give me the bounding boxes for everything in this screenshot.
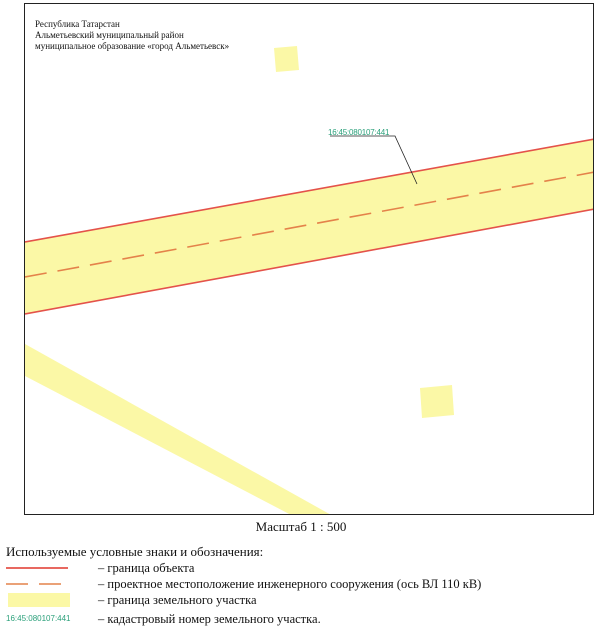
parcel-square-top[interactable] [274, 46, 299, 72]
yellow-fill-symbol [6, 592, 74, 608]
legend-item-parcel [6, 592, 596, 608]
region-line-1: Республика Татарстан [35, 19, 120, 29]
parcel-diagonal-strip[interactable] [25, 344, 333, 515]
legend-item-cadastral [6, 611, 596, 627]
legend-title: Используемые условные знаки и обозначения: [6, 544, 264, 559]
parcel-square-bottom[interactable] [420, 385, 454, 418]
legend-text-cadastral: – кадастровый номер земельного участка. [98, 612, 321, 626]
legend-cadastral-sample: 16:45:080107:441 [6, 614, 71, 623]
boundary-line-symbol [6, 560, 74, 576]
dashed-axis-symbol [6, 576, 74, 592]
cadastral-number-label[interactable]: 16:45:080107:441 [328, 128, 390, 137]
region-line-3: муниципальное образование «город Альметьевск» [35, 41, 230, 51]
legend-text-parcel: – граница земельного участка [98, 593, 257, 607]
map-canvas[interactable] [25, 4, 594, 515]
legend-item-boundary [6, 560, 596, 576]
legend-item-axis [6, 576, 596, 592]
scale-text: Масштаб 1 : 500 [255, 519, 347, 534]
region-header [35, 19, 229, 52]
map-frame[interactable] [24, 3, 594, 515]
legend-text-axis: – проектное местоположение инженерного сооружения (ось ВЛ 110 кВ) [98, 577, 482, 591]
legend-text-boundary: – граница объекта [98, 561, 195, 575]
region-line-2: Альметьевский муниципальный район [35, 30, 184, 40]
